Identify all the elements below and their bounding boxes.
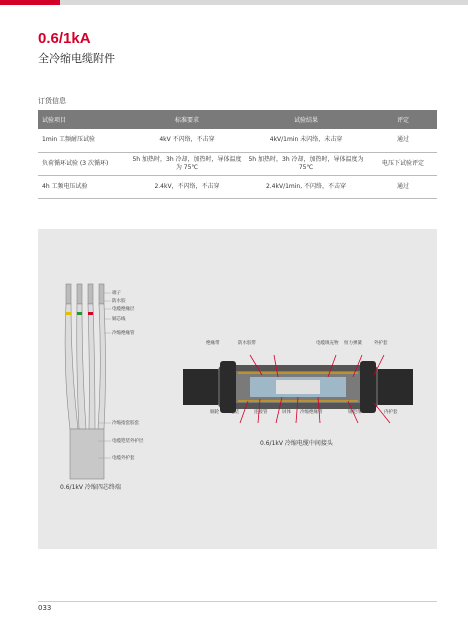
column-header: 评定: [396, 117, 409, 124]
table-cell: 4h 工频电压试验: [38, 175, 131, 198]
termination-label: 电缆绝缘层: [112, 307, 135, 312]
page-title: 0.6/1kA: [38, 30, 91, 47]
top-rule-accent: [0, 0, 60, 5]
test-table: [38, 110, 437, 199]
termination-label: 电缆外护套: [112, 456, 135, 461]
column-header: 标准要求: [174, 117, 199, 124]
table-cell: 4kV/1min 未闪络，未击穿: [243, 129, 369, 152]
table-cell: 1min 工频耐压试验: [38, 129, 131, 152]
illustration-panel: [38, 229, 437, 549]
table-cell: 2.4kV/1min, 不闪络，不击穿: [243, 175, 369, 198]
joint-label-top: 电缆填充物: [316, 341, 339, 346]
page-subtitle: 全冷缩电缆附件: [38, 52, 115, 65]
termination-caption: 0.6/1kV 冷缩四芯终端: [60, 484, 121, 491]
table-cell: 4kV 不闪络，不击穿: [131, 129, 243, 152]
joint-label-top: 恒力弹簧: [344, 341, 362, 346]
joint-label-bottom: 冷缩绝缘管: [300, 410, 323, 415]
column-header: 试验结果: [293, 117, 318, 124]
table-cell: 通过: [369, 175, 437, 198]
termination-label: 电缆铠装外护层: [112, 439, 144, 444]
joint-label-bottom: 钢铠带: [348, 410, 362, 415]
page-number: 033: [38, 604, 52, 612]
termination-label: 防水胶: [112, 299, 126, 304]
joint-label-bottom: 内护套: [384, 410, 398, 415]
order-info-heading: 订货信息: [38, 97, 66, 105]
table-cell: 5h 加热时，3h 冷却，加热时，导体温度为 75℃: [131, 152, 243, 175]
joint-label-bottom: 铠装: [230, 410, 239, 415]
joint-label-top: 防水胶带: [238, 341, 256, 346]
termination-illustration: [38, 229, 168, 489]
table-cell: 电压下试验评定: [369, 152, 437, 175]
joint-caption: 0.6/1kV 冷缩电缆中间接头: [260, 440, 333, 447]
termination-label: 冷缩指套胶套: [112, 421, 139, 426]
termination-label: 端子: [112, 291, 121, 296]
table-row: [38, 152, 437, 175]
termination-label: 冷缩绝缘管: [112, 331, 135, 336]
joint-label-bottom: 连接管: [254, 410, 268, 415]
termination-label: 铜芯线: [112, 317, 126, 322]
joint-label-bottom: 铜轮: [210, 410, 219, 415]
table-cell: 通过: [369, 129, 437, 152]
table-cell: 5h 加热时，3h 冷却，加热时，导体温度为 75℃: [243, 152, 369, 175]
joint-label-bottom: 屏体: [282, 410, 291, 415]
joint-label-top: 绝缘带: [206, 341, 220, 346]
table-cell: 负荷循环试验 (3 次循环): [38, 152, 131, 175]
top-rule: [0, 0, 468, 5]
joint-label-top: 外护套: [374, 341, 388, 346]
table-header-row: [38, 110, 437, 129]
table-row: [38, 175, 437, 198]
table-cell: 2.4kV，不闪络，不击穿: [131, 175, 243, 198]
column-header: 试验项目: [42, 117, 67, 124]
footer-rule: [38, 601, 437, 602]
joint-illustration: [178, 347, 418, 427]
table-row: [38, 129, 437, 152]
